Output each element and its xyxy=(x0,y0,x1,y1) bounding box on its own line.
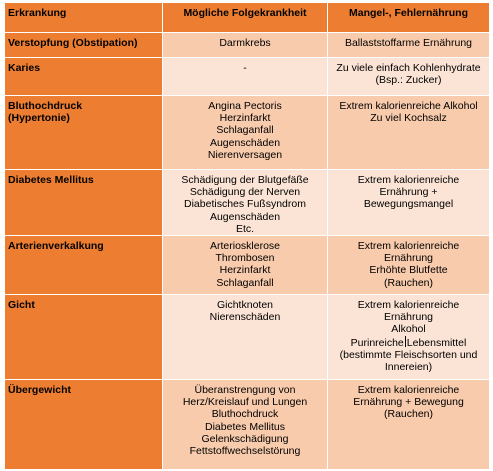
cell-line: Extrem kalorienreiche xyxy=(357,299,460,312)
cell-line: Ernährung xyxy=(383,252,434,265)
cause-cell xyxy=(328,236,490,295)
cell-line: Gichtknoten xyxy=(216,299,274,312)
cell-line: Diabetes Mellitus xyxy=(205,420,285,433)
disease-cell xyxy=(5,58,163,96)
disease-cell xyxy=(5,295,163,380)
header-folgekrankheit: Mögliche Folgekrankheit xyxy=(163,3,328,33)
cell-line: Gelenkschädigung xyxy=(201,432,289,445)
cell-line: Ernährung + xyxy=(379,186,438,199)
cell-line: Überanstrengung von xyxy=(194,384,296,397)
cell-line: Nierenversagen xyxy=(207,148,283,161)
consequence-cell xyxy=(163,58,328,96)
cell-line: Diabetes Mellitus xyxy=(8,174,94,186)
cell-line: Herz/Kreislauf und Lungen xyxy=(182,396,308,409)
disease-cell xyxy=(5,96,163,170)
table-row xyxy=(5,58,490,96)
consequence-cell xyxy=(163,170,328,236)
table-row xyxy=(5,236,490,295)
cell-line: Extrem kalorienreiche xyxy=(357,240,460,253)
cell-line: (Hypertonie) xyxy=(8,112,70,125)
table-row xyxy=(5,33,490,58)
consequence-cell xyxy=(163,236,328,295)
consequence-cell xyxy=(163,295,328,380)
cell-line: Erhöhte Blutfette xyxy=(369,264,448,277)
cell-line: Gicht xyxy=(8,299,35,312)
header-erkrankung: Erkrankung xyxy=(5,3,163,33)
table-row xyxy=(5,170,490,236)
cell-line: Verstopfung (Obstipation) xyxy=(8,37,138,49)
cell-line: (Rauchen) xyxy=(383,276,434,289)
cell-line: (bestimmte Fleischsorten und xyxy=(339,348,478,361)
table-header-row xyxy=(5,3,490,33)
cell-line: Bluthochdruck xyxy=(8,100,83,112)
consequence-cell xyxy=(163,380,328,470)
cell-line: Augenschäden xyxy=(209,210,281,223)
cell-line: Fettstoffwechselstörung xyxy=(189,445,301,458)
cell-line: Zu viel Kochsalz xyxy=(370,112,447,125)
cell-line: Herzinfarkt xyxy=(219,264,271,277)
cell-line: Arteriosklerose xyxy=(209,240,281,253)
cell-line: Extrem kalorienreiche xyxy=(357,384,460,397)
cell-line: Ballaststoffarme Ernährung xyxy=(344,37,473,49)
table-row xyxy=(5,295,490,380)
cell-line: Innereien) xyxy=(384,361,433,374)
cell-line: Etc. xyxy=(235,222,255,235)
cell-line: Augenschäden xyxy=(209,136,281,149)
cell-line: (Rauchen) xyxy=(383,408,434,421)
cell-line: Ernährung + Bewegung xyxy=(353,396,464,409)
cell-line: Schlaganfall xyxy=(216,276,274,289)
cause-cell xyxy=(328,58,490,96)
cell-line: Darmkrebs xyxy=(219,37,271,49)
cell-line: Diabetisches Fußsyndrom xyxy=(184,198,306,211)
consequence-cell xyxy=(163,33,328,58)
disease-cell xyxy=(5,170,163,236)
table-row xyxy=(5,96,490,170)
cell-line: Extrem kalorienreiche Alkohol xyxy=(339,100,478,112)
disease-table xyxy=(4,2,490,470)
cell-line: Nierenschäden xyxy=(209,311,281,324)
text-cursor xyxy=(405,336,406,347)
disease-cell xyxy=(5,33,163,58)
cell-line: Ernährung xyxy=(383,311,434,324)
cell-line: (Bsp.: Zucker) xyxy=(375,74,442,87)
cell-line: Karies xyxy=(8,62,41,74)
cell-line: Bluthochdruck xyxy=(211,408,279,421)
cell-line: Alkohol xyxy=(391,323,426,336)
cell-line: Schlaganfall xyxy=(216,124,274,137)
disease-cell xyxy=(5,380,163,470)
cell-line: Schädigung der Nerven xyxy=(189,186,301,199)
cause-cell xyxy=(328,380,490,470)
cause-cell xyxy=(328,33,490,58)
cell-line: Purinreiche Lebensmittel xyxy=(350,336,467,349)
cause-cell xyxy=(328,295,490,380)
cell-line: Angina Pectoris xyxy=(208,100,282,112)
cause-cell xyxy=(328,170,490,236)
cell-line: - xyxy=(243,62,247,74)
cell-line: Thrombosen xyxy=(215,252,275,265)
cell-line: Herzinfarkt xyxy=(219,112,271,125)
cause-cell xyxy=(328,96,490,170)
consequence-cell xyxy=(163,96,328,170)
cell-line: Extrem kalorienreiche xyxy=(357,174,460,186)
cell-line: Bewegungsmangel xyxy=(363,198,454,211)
cell-line: Zu viele einfach Kohlenhydrate xyxy=(336,62,481,74)
table-row xyxy=(5,380,490,470)
cell-line: Übergewicht xyxy=(8,384,72,397)
disease-cell xyxy=(5,236,163,295)
cell-line: Schädigung der Blutgefäße xyxy=(181,174,309,186)
cell-line: Arterienverkalkung xyxy=(8,240,104,253)
header-ernaehrung: Mangel-, Fehlernährung xyxy=(328,3,490,33)
